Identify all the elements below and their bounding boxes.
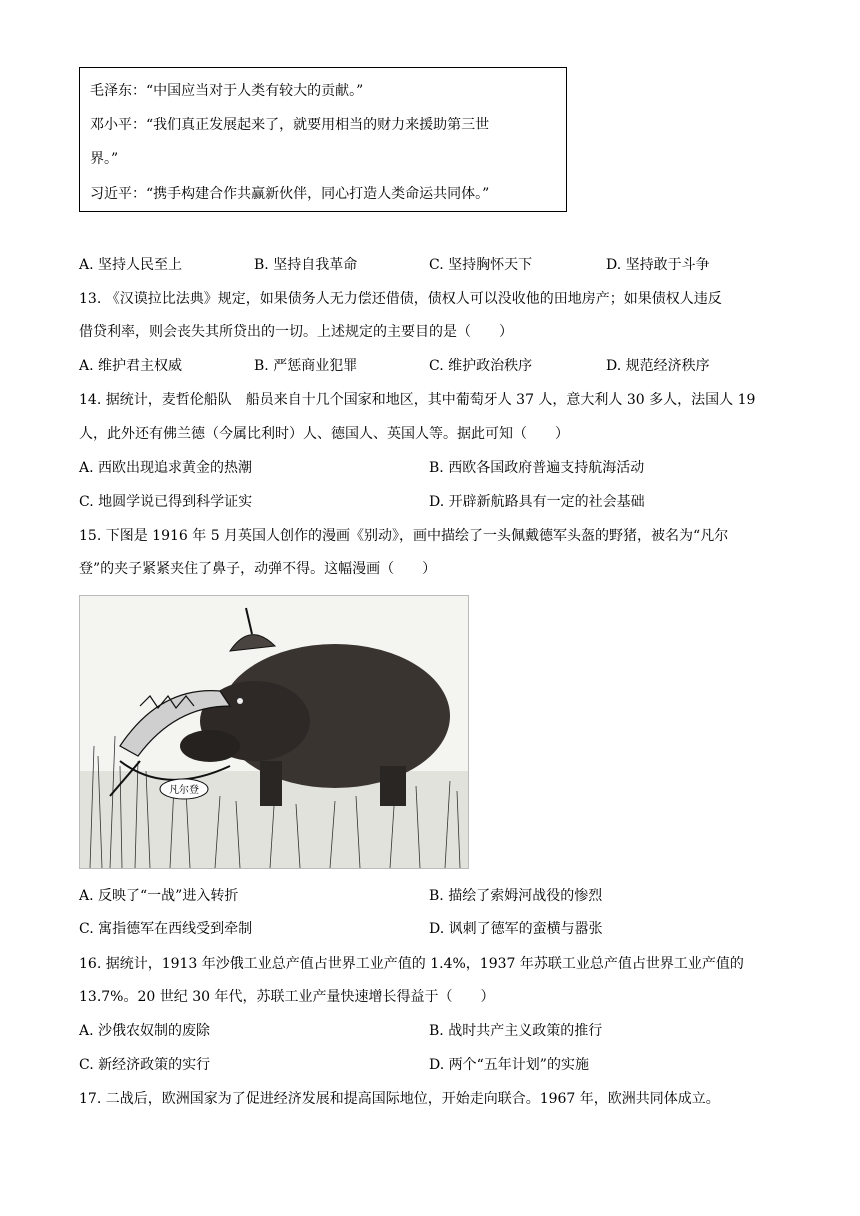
boar-eye [237,698,243,704]
q14-option-b[interactable]: B. 西欧各国政府普遍支持航海活动 [429,460,645,476]
q16-option-b[interactable]: B. 战时共产主义政策的推行 [429,1023,603,1039]
q12-option-b[interactable]: B. 坚持自我革命 [254,257,358,273]
q12-option-c[interactable]: C. 坚持胸怀天下 [429,257,533,273]
q12-option-d[interactable]: D. 坚持敢于斗争 [606,257,710,273]
q13-option-a[interactable]: A. 维护君主权威 [79,358,183,374]
quote-mao: 毛泽东：“中国应当对于人类有较大的贡献。” [90,83,364,99]
quote-xi: 习近平：“携手构建合作共赢新伙伴，同心打造人类命运共同体。” [90,186,490,202]
q14-option-a[interactable]: A. 西欧出现追求黄金的热潮 [79,460,253,476]
q13-option-c[interactable]: C. 维护政治秩序 [429,358,533,374]
q14-option-c[interactable]: C. 地圆学说已得到科学证实 [79,494,253,510]
q16-option-d[interactable]: D. 两个“五年计划”的实施 [429,1057,589,1073]
q17-stem-line1: 17. 二战后，欧洲国家为了促进经济发展和提高国际地位，开始走向联合。1967 年，欧洲共同体成立。 [79,1091,720,1107]
q16-options-row2 [79,1056,779,1076]
q12-options [79,256,779,276]
q15-stem-line1: 15. 下图是 1916 年 5 月英国人创作的漫画《别动》，画中描绘了一头佩戴德军头盔的野猪，被名为“凡尔 [79,528,729,544]
q15-option-a[interactable]: A. 反映了“一战”进入转折 [79,888,239,904]
q13-stem-line2: 借贷利率，则会丧失其所贷出的一切。上述规定的主要目的是（ ） [79,324,513,340]
q16-stem-line1: 16. 据统计，1913 年沙俄工业总产值占世界工业产值的 1.4%，1937 年苏联工业总产值占世界工业产值的 [79,956,744,972]
q13-options [79,357,779,377]
q15-option-d[interactable]: D. 讽刺了德军的蛮横与嚣张 [429,921,603,937]
q14-stem-line1: 14. 据统计，麦哲伦船队 船员来自十几个国家和地区，其中葡萄牙人 37 人，意大利人 30 多人，法国人 19 [79,392,756,408]
q14-stem-line2: 人，此外还有佛兰德（今属比利时）人、德国人、英国人等。据此可知（ ） [79,426,569,442]
q14-options-row1 [79,459,779,479]
q16-stem-line2: 13.7%。20 世纪 30 年代，苏联工业产量快速增长得益于（ ） [79,989,495,1005]
q14-option-d[interactable]: D. 开辟新航路具有一定的社会基础 [429,494,645,510]
q15-options-row1 [79,887,779,907]
q16-options-row1 [79,1022,779,1042]
q15-option-c[interactable]: C. 寓指德军在西线受到牵制 [79,921,253,937]
q16-option-c[interactable]: C. 新经济政策的实行 [79,1057,211,1073]
quote-deng: 邓小平：“我们真正发展起来了，就要用相当的财力来援助第三世 [90,117,490,133]
q13-option-d[interactable]: D. 规范经济秩序 [606,358,710,374]
q13-stem-line1: 13. 《汉谟拉比法典》规定，如果债务人无力偿还借债，债权人可以没收他的田地房产；如果债权人违反 [79,291,722,307]
boar-snout [180,730,240,762]
q15-stem-line2: 登”的夹子紧紧夹住了鼻子，动弹不得。这幅漫画（ ） [79,561,437,577]
q14-options-row2 [79,493,779,513]
q15-options-row2 [79,920,779,940]
q12-option-a[interactable]: A. 坚持人民至上 [79,257,183,273]
quote-box [79,67,567,212]
boar-front-leg [260,761,282,806]
q13-option-b[interactable]: B. 严惩商业犯罪 [254,358,358,374]
q16-option-a[interactable]: A. 沙俄农奴制的废除 [79,1023,211,1039]
boar-cartoon-image [79,595,469,869]
quote-deng-cont: 界。” [90,151,119,167]
trap-label-text: 凡尔登 [169,785,199,796]
q15-option-b[interactable]: B. 描绘了索姆河战役的惨烈 [429,888,603,904]
cartoon-drawing [80,596,468,868]
boar-back-leg [380,766,406,806]
